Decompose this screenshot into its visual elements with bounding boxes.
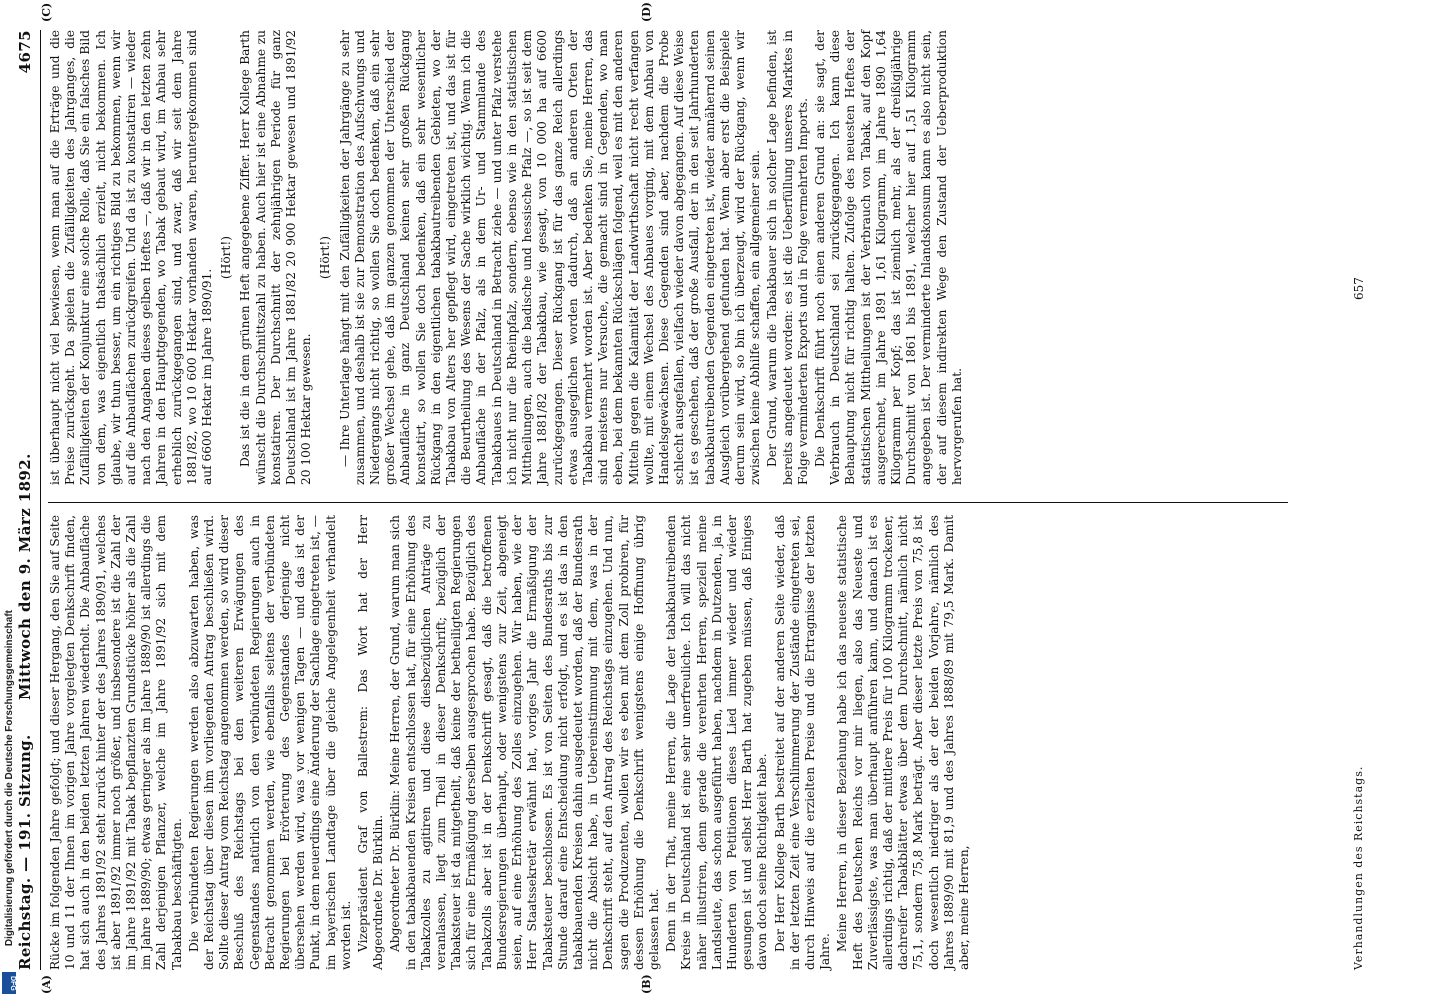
paragraph: Der Grund, warum die Tabakbauer sich in solcher Lage befinden, ist bereits angedeutet worden: es ist die Ueberfüllung unseres Marktes in Folge verminderten Exports und in Folge vermehrten Imports. <box>765 30 810 485</box>
column-divider <box>48 502 1288 503</box>
paragraph: Denn in der That, meine Herren, die Lage der tabakbautreibenden Kreise in Deutschland ist eine sehr unerfreuliche. Ich will das nicht näher illustriren, denn gerade die verehrten Herren, speziell meine Landsleute, das schon ausgeführt haben, nachdem in Dutzenden, ja, in Hunderten von Petitionen dieses Lied immer wieder und wieder gesungen ist und selbst Herr Barth hat zugeben müssen, daß Einiges davon doch seine Richtigkeit habe. <box>664 515 770 970</box>
right-text-column <box>48 30 1348 485</box>
paragraph: Die Denkschrift führt noch einen anderen Grund an: sie sagt, der Verbrauch in Deutschland sei zurückgegangen. Ich kann diese Behauptung nicht für richtig halten. Zufolge des neuesten Heftes der statistischen Mittheilungen ist der Verbrauch von Tabak, auf den Kopf ausgerechnet, im Jahre 1891 1,61 Kilogramm, im Jahre 1890 1,64 Kilogramm per Kopf; das ist ziemlich mehr, als der dreißigjährige Durchschnitt von 1861 bis 1891, welcher hier auf 1,51 Kilogramm angegeben ist. Der verminderte Inlandskonsum kann es also nicht sein, der auf diesem indirekten Wege den Zustand der Ueberproduktion hervorgerufen hat. <box>812 30 964 485</box>
margin-marker-c: (C) <box>40 2 53 22</box>
header-date: Mittwoch den 9. März 1892. <box>16 453 34 700</box>
paragraph: Vizepräsident Graf von Ballestrem: Das Wort hat der Herr Abgeordnete Dr. Bürklin. <box>356 515 386 970</box>
paragraph: Die verbündeten Regierungen werden also abzuwarten haben, was der Reichstag über diesen ihm vorliegenden Antrag beschließen wird. Sollte dieser Antrag vom Reichstag angenommen werden, so wird dieser Beschluß des Reichstags bei den weiteren Erwägungen des Gegenstandes natürlich von den verbündeten Regierungen auch in Betracht genommen werden, wie ebenfalls seitens der verbündeten Regierungen bei Erörterung des Gegenstandes derjenige nicht übersehen werden wird, was vor wenigen Tagen — und das ist der Punkt, in dem neuerdings eine Änderung der Sachlage eingetreten ist, — im bayerischen Landtage über die gleiche Angelegenheit verhandelt worden ist. <box>186 515 353 970</box>
header-page-number: 4675 <box>16 30 34 74</box>
paragraph: Abgeordneter Dr. Bürklin: Meine Herren, der Grund, warum man sich in den tabakbauenden Kreisen entschlossen hat, für eine Erhöhung des Tabakzolles zu agitiren und diese diesbezüglichen Anträge zu veranlassen, liegt zum Theil in dieser Denkschrift; bezüglich der Tabaksteuer ist da mitgetheilt, daß keine der betheiligten Regierungen sich für eine Ermäßigung derselben ausgesprochen habe. Bezüglich des Tabakzolls aber ist in der Denkschrift gesagt, daß die betroffenen Bundesregierungen überhaupt, oder wenigstens zur Zeit, abgeneigt seien, auf eine Erhöhung des Zolles einzugehen. Wir haben, wie der Herr Staatssekretär erwähnt hat, voriges Jahr die Ermäßigung der Tabaksteuer beschlossen. Es ist von Seiten des Bundesraths bis zur Stunde darauf eine Entscheidung nicht erfolgt, und es ist das in den tabakbauenden Kreisen dahin ausgedeutet worden, daß der Bundesrath nicht die Absicht habe, in Uebereinstimmung mit dem, was in der Denkschrift steht, auf den Antrag des Reichstags einzugehen. Und nun, sagen die Produzenten, wollen wir es eben mit dem Zoll probiren, für dessen Erhöhung die Denkschrift wenigstens einige Hoffnung übrig gelassen hat. <box>388 515 661 970</box>
page-header <box>14 30 41 970</box>
paragraph: Rücke im folgenden Jahre gefolgt; und dieser Hergang, den Sie auf Seite 10 und 11 der Ihnen im vorigen Jahre vorgelegten Denkschrift finden, hat sich auch in den beiden letzten Jahren wiederholt. Die Anbaufläche des Jahres 1891/92 steht zurück hinter der des Jahres 1890/91, welches ist aber 1891/92 immer noch größer, und insbesondere ist die Zahl der im Jahre 1891/92 mit Tabak bepflanzten Grundstücke höher als die Zahl im Jahre 1889/90; etwas geringer als im Jahre 1889/90 ist allerdings die Zahl derjenigen Pflanzer, welche im Jahre 1891/92 sich mit dem Tabakbau beschäftigten. <box>48 515 184 970</box>
paragraph: — Ihre Unterlage hängt mit den Zufälligkeiten der Jahrgänge zu sehr zusammen, und deshalb ist sie zur Demonstration des Aufschwungs und Niedergangs nicht richtig, so wollen Sie doch bedenken, daß ein sehr großer Wechsel gehe, daß im ganzen genommen der Unterschied der Anbaufläche in ganz Deutschland keinen sehr großen Rückgang konstatirt, so wollen Sie doch bedenken, daß ein sehr wesentlicher Rückgang in den eigentlichen tabakbautreibenden Gebieten, wo der Tabakbau von Alters her gepflegt wird, eingetreten ist, und das ist für die Beurtheilung des Wesens der Sache wirklich wichtig. Wenn ich die Anbaufläche in der Pfalz, als in dem Ur- und Stammlande des Tabakbaues in Deutschland in Betracht ziehe — und unter Pfalz verstehe ich nicht nur die Rheinpfalz, sondern, ebenso wie in den statistischen Mittheilungen, auch die badische und hessische Pfalz —, so ist seit dem Jahre 1881/82 der Tabakbau, wie gesagt, von 10 000 ha auf 6600 zurückgegangen. Dieser Rückgang ist für das ganze Reich allerdings etwas ausgeglichen worden dadurch, daß an anderen Orten der Tabakbau vermehrt worden ist. Aber bedenken Sie, meine Herren, das sind meistens nur Versuche, die gemacht sind in Gegenden, wo man eben, bei dem bekannten Rückschlägen folgend, weil es mit den anderen Mitteln gegen die Kalamität der Landwirthschaft nicht recht verfangen wollte, mit einem Wechsel des Anbaues vorging, mit dem Anbau von Handelsgewächsen. Diese Gegenden sind aber, nachdem die Probe schlecht ausgefallen, vielfach wieder davon abgegangen. Auf diese Weise ist es geschehen, daß der große Ausfall, der in den seit Jahrhunderten tabakbautreibenden Gegenden eingetreten ist, wieder annähernd seinen Ausgleich vorübergehend gefunden hat. Wenn aber erst die Beispiele derum sein wird, so bin ich überzeugt, wird der Rückgang, wenn wir zwischen keine Abhilfe schaffen, ein allgemeiner sein. <box>337 30 763 485</box>
digitization-note: Digitalisierung gefördert durch die Deutsche Forschungsgemeinschaft <box>4 610 15 947</box>
paragraph: (Hört!) <box>219 235 234 280</box>
left-text-column <box>48 515 1348 970</box>
paragraph: ist überhaupt nicht viel bewiesen, wenn man auf die Erträge und die Preise zurückgeht. Da spielen die Zufälligkeiten des Jahrganges, die Zufälligkeiten der Konjunktur eine solche Rolle, daß Sie ein falsches Bild von dem, was eigentlich thatsächlich erzielt, nicht bekommen. Ich glaube, wir thun besser, um ein richtiges Bild zu bekommen, wenn wir auf die Anbauflächen zurückgreifen. Und da ist zu konstatiren — wieder nach den Angaben dieses gelben Heftes —, daß wir in den letzten zehn Jahren in den Haupttgegenden, wo Tabak gebaut wird, im Anbau sehr erheblich zurückgegangen sind, und zwar, daß wir seit dem Jahre 1881/82, wo 10 600 Hektar vorhanden waren, heruntergekommen sind auf 6600 Hektar im Jahre 1890/91. <box>48 30 215 485</box>
dfg-logo: DFG <box>2 972 16 994</box>
footer-publication: Verhandlungen des Reichstags. <box>1352 765 1365 970</box>
header-session: Reichstag. — 191. Sitzung. <box>16 734 34 970</box>
margin-marker-d: (D) <box>640 2 653 22</box>
margin-marker-a: (A) <box>40 975 53 994</box>
footer-page-number: 657 <box>1352 277 1366 300</box>
paragraph: Der Herr Kollege Barth bestreitet auf der anderen Seite wieder, daß in der letzten Zeit eine Verschlimmerung der Zustände eingetreten sei, durch Hinweis auf die erzielten Preise und die Ertragnisse der letzten Jahre. <box>772 515 833 970</box>
margin-marker-b: (B) <box>640 974 653 994</box>
paragraph: (Hört!) <box>318 235 333 280</box>
paragraph: Das ist die in dem grünen Heft angegebene Ziffer. Herr Kollege Barth wünscht die Durchschnittszahl zu haben. Auch hier ist eine Abnahme zu konstatiren. Der Durchschnitt der zehnjährigen Periode für ganz Deutschland ist im Jahre 1881/82 20 900 Hektar gewesen und 1891/92 20 100 Hektar gewesen. <box>238 30 314 485</box>
paragraph: Meine Herren, in dieser Beziehung habe ich das neueste statistische Heft des Deutschen Reichs vor mir liegen, also das Neueste und Zuverlässigste, was man überhaupt anführen kann, und danach ist es allerdings richtig, daß der mittlere Preis für 100 Kilogramm trockener, dachreifer Tabakblätter etwas über dem Durchschnitt, nämlich nicht 75,1, sondern 75,8 Mark beträgt. Aber dieser letzte Preis von 75,8 ist doch wesentlich niedriger als der der beiden Vorjahre, nämlich des Jahres 1889/90 mit 81,9 und des Jahres 1888/89 mit 79,5 Mark. Damit aber, meine Herren, <box>835 515 971 970</box>
